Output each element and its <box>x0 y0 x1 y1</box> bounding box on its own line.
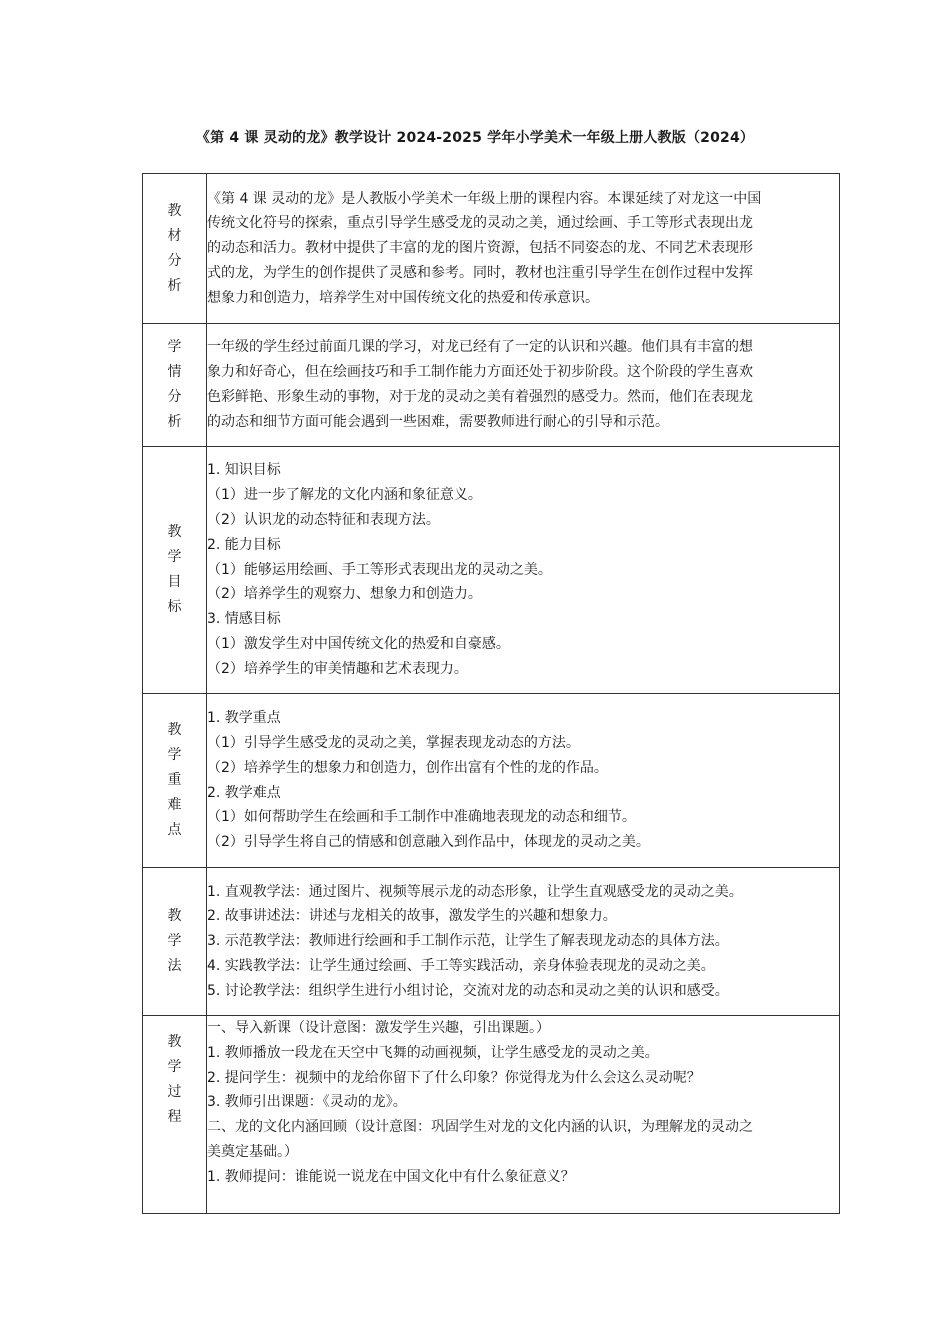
section-row-key-difficulties <box>143 694 840 868</box>
text-line: 3. 示范教学法：教师进行绘画和手工制作示范，让学生了解表现龙动态的具体方法。 <box>207 933 729 950</box>
text-line: （1）进一步了解龙的文化内涵和象征意义。 <box>207 487 482 504</box>
section-label: 学 情 分 析 <box>143 324 207 447</box>
section-row-teaching-objectives <box>143 447 840 694</box>
text-line: 2. 教学难点 <box>207 784 281 801</box>
text-line: 2. 能力目标 <box>207 536 281 553</box>
section-content <box>207 694 840 868</box>
text-line: 1. 直观教学法：通过图片、视频等展示龙的动态形象，让学生直观感受龙的灵动之美。 <box>207 883 743 900</box>
text-line: （1）能够运用绘画、手工等形式表现出龙的灵动之美。 <box>207 561 552 578</box>
section-row-teaching-process <box>143 1016 840 1214</box>
section-content <box>207 868 840 1016</box>
text-line: 传统文化符号的探索，重点引导学生感受龙的灵动之美，通过绘画、手工等形式表现出龙 <box>207 215 753 232</box>
text-line: （2）培养学生的想象力和创造力，创作出富有个性的龙的作品。 <box>207 759 608 776</box>
section-row-student-analysis <box>143 324 840 447</box>
text-line: 2. 故事讲述法：讲述与龙相关的故事，激发学生的兴趣和想象力。 <box>207 908 617 925</box>
section-row-teaching-methods <box>143 868 840 1016</box>
text-line: （1）引导学生感受龙的灵动之美，掌握表现龙动态的方法。 <box>207 734 580 751</box>
section-label: 教 材 分 析 <box>143 174 207 324</box>
text-line: 象力和好奇心，但在绘画技巧和手工制作能力方面还处于初步阶段。这个阶段的学生喜欢 <box>207 364 753 381</box>
text-line: 2. 提问学生：视频中的龙给你留下了什么印象？你觉得龙为什么会这么灵动呢？ <box>207 1069 701 1086</box>
text-line: 色彩鲜艳、形象生动的事物，对于龙的灵动之美有着强烈的感受力。然而，他们在表现龙 <box>207 389 753 405</box>
section-label: 教 学 目 标 <box>143 447 207 694</box>
text-line: 的动态和细节方面可能会遇到一些困难，需要教师进行耐心的引导和示范。 <box>207 413 669 430</box>
text-line: （2）培养学生的观察力、想象力和创造力。 <box>207 586 482 603</box>
section-label: 教 学 过 程 <box>143 1016 207 1214</box>
text-line: 4. 实践教学法：让学生通过绘画、手工等实践活动，亲身体验表现龙的灵动之美。 <box>207 957 715 974</box>
section-label: 教 学 法 <box>143 868 207 1016</box>
text-line: 《第 4 课 灵动的龙》是人教版小学美术一年级上册的课程内容。本课延续了对龙这一中国 <box>207 190 762 207</box>
section-content <box>207 447 840 694</box>
section-content <box>207 174 840 324</box>
text-line: （2）培养学生的审美情趣和艺术表现力。 <box>207 660 468 677</box>
text-line: 美奠定基础。） <box>207 1143 298 1160</box>
text-line: 3. 教师引出课题：《灵动的龙》。 <box>207 1094 407 1111</box>
section-content <box>207 324 840 447</box>
text-line: （1）激发学生对中国传统文化的热爱和自豪感。 <box>207 635 510 652</box>
text-line: （2）认识龙的动态特征和表现方法。 <box>207 512 440 528</box>
text-line: 想象力和创造力，培养学生对中国传统文化的热爱和传承意识。 <box>207 289 599 306</box>
text-line: 1. 教学重点 <box>207 710 281 727</box>
text-line: （2）引导学生将自己的情感和创意融入到作品中，体现龙的灵动之美。 <box>207 834 650 851</box>
text-line: 式的龙，为学生的创作提供了灵感和参考。同时，教材也注重引导学生在创作过程中发挥 <box>207 264 753 281</box>
document-title: 《第 4 课 灵动的龙》教学设计 2024-2025 学年小学美术一年级上册人教版（2024） <box>195 130 755 146</box>
text-line: 一年级的学生经过前面几课的学习，对龙已经有了一定的认识和兴趣。他们具有丰富的想 <box>207 339 753 356</box>
text-line: 一、导入新课（设计意图：激发学生兴趣，引出课题。） <box>207 1020 550 1036</box>
section-label: 教 学 重 难 点 <box>143 694 207 868</box>
text-line: 3. 情感目标 <box>207 611 281 628</box>
lesson-plan-table <box>142 173 840 1214</box>
section-content <box>207 1016 840 1214</box>
section-row-textbook-analysis <box>143 174 840 324</box>
text-line: （1）如何帮助学生在绘画和手工制作中准确地表现龙的动态和细节。 <box>207 809 636 826</box>
text-line: 5. 讨论教学法：组织学生进行小组讨论，交流对龙的动态和灵动之美的认识和感受。 <box>207 982 729 999</box>
text-line: 1. 教师播放一段龙在天空中飞舞的动画视频，让学生感受龙的灵动之美。 <box>207 1044 659 1061</box>
text-line: 1. 知识目标 <box>207 462 281 479</box>
text-line: 二、龙的文化内涵回顾（设计意图：巩固学生对龙的文化内涵的认识，为理解龙的灵动之 <box>207 1119 753 1136</box>
text-line: 的动态和活力。教材中提供了丰富的龙的图片资源，包括不同姿态的龙、不同艺术表现形 <box>207 240 753 257</box>
text-line: 1. 教师提问：谁能说一说龙在中国文化中有什么象征意义？ <box>207 1168 575 1185</box>
